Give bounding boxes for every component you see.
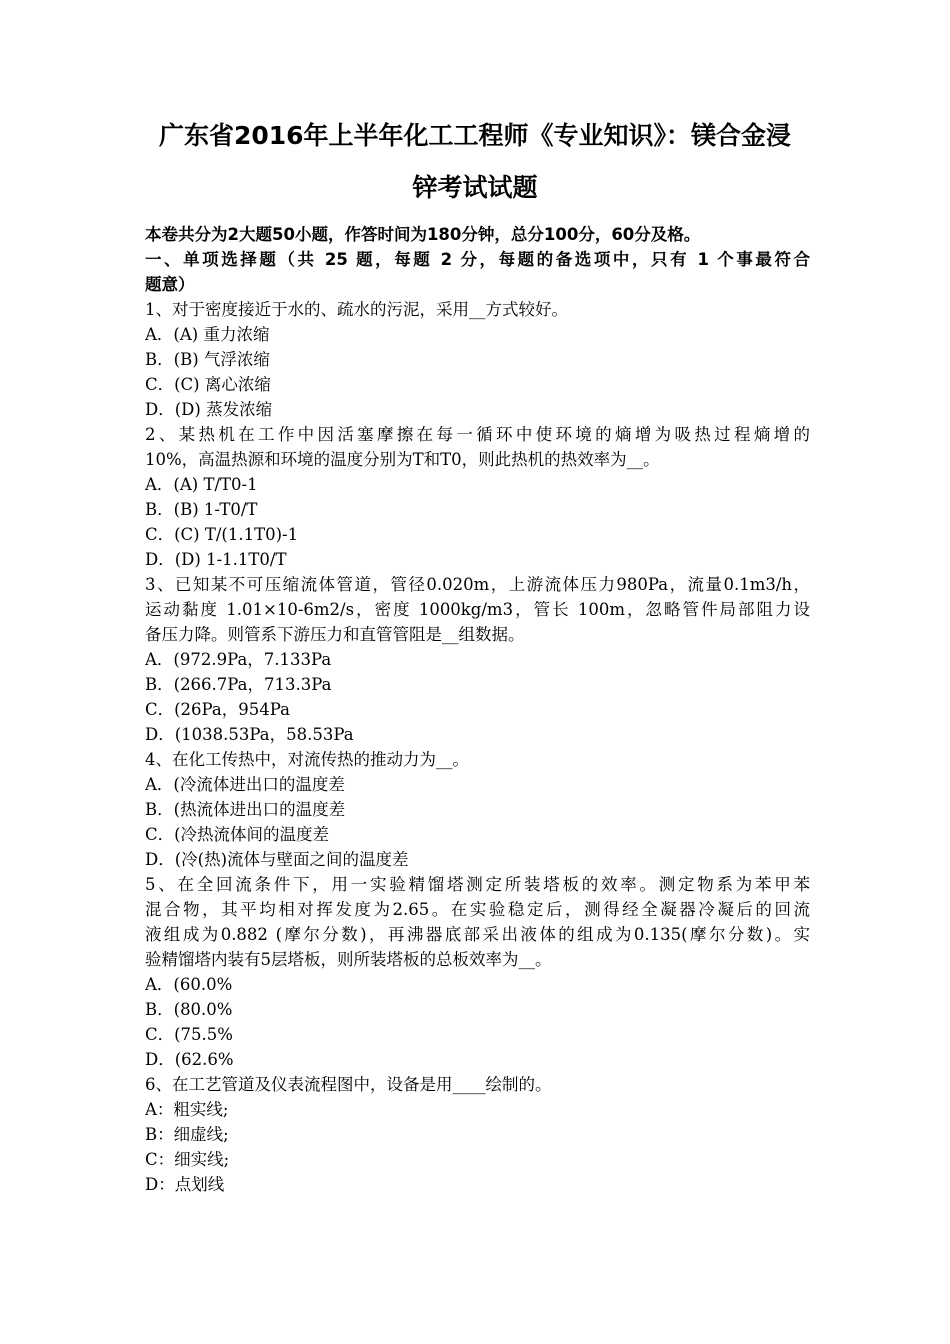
question-option: C：细实线; bbox=[145, 1150, 230, 1169]
document-body bbox=[145, 222, 810, 1197]
question-option: B．(B) 1-T0/T bbox=[145, 500, 258, 519]
question-option: C．(冷热流体间的温度差 bbox=[145, 825, 330, 844]
question-stem: 10%，高温热源和环境的温度分别为T和T0，则此热机的热效率为__。 bbox=[145, 450, 660, 469]
section-heading-line-1: 一、单项选择题（共 25 题，每题 2 分，每题的备选项中，只有 1 个事最符合 bbox=[145, 250, 810, 269]
question-option: C．(26Pa，954Pa bbox=[145, 700, 290, 719]
question-option: D．(1038.53Pa，58.53Pa bbox=[145, 725, 354, 744]
question-stem: 2、某热机在工作中因活塞摩擦在每一循环中使环境的熵增为吸热过程熵增的 bbox=[145, 425, 810, 444]
question-option: A：粗实线; bbox=[145, 1100, 229, 1119]
question-option: B．(266.7Pa，713.3Pa bbox=[145, 675, 332, 694]
question-option: C．(C) 离心浓缩 bbox=[145, 375, 271, 394]
question-stem: 液组成为0.882 (摩尔分数)，再沸器底部采出液体的组成为0.135(摩尔分数)。实 bbox=[145, 925, 810, 944]
question-option: D．(D) 1-1.1T0/T bbox=[145, 550, 287, 569]
question-stem: 1、对于密度接近于水的、疏水的污泥，采用__方式较好。 bbox=[145, 300, 568, 319]
question-option: A．(972.9Pa，7.133Pa bbox=[145, 650, 332, 669]
question-option: B．(80.0% bbox=[145, 1000, 233, 1019]
question-option: B．(B) 气浮浓缩 bbox=[145, 350, 270, 369]
question-stem: 运动黏度 1.01×10-6m2/s，密度 1000kg/m3，管长 100m，忽略管件局部阻力设 bbox=[145, 600, 810, 619]
question-4 bbox=[145, 747, 810, 872]
question-option: D．(D) 蒸发浓缩 bbox=[145, 400, 273, 419]
question-stem: 4、在化工传热中，对流传热的推动力为__。 bbox=[145, 750, 469, 769]
question-option: B：细虚线; bbox=[145, 1125, 229, 1144]
section-heading-line-2: 题意） bbox=[145, 275, 195, 294]
question-option: A．(A) T/T0-1 bbox=[145, 475, 258, 494]
question-option: C．(75.5% bbox=[145, 1025, 233, 1044]
question-1 bbox=[145, 297, 810, 422]
question-3 bbox=[145, 572, 810, 747]
question-stem: 备压力降。则管系下游压力和直管管阻是__组数据。 bbox=[145, 625, 525, 644]
document-title-line-2: 锌考试试题 bbox=[412, 173, 538, 202]
question-option: B．(热流体进出口的温度差 bbox=[145, 800, 346, 819]
question-2 bbox=[145, 422, 810, 572]
question-stem: 5、在全回流条件下，用一实验精馏塔测定所装塔板的效率。测定物系为苯甲苯 bbox=[145, 875, 810, 894]
question-option: C．(C) T/(1.1T0)-1 bbox=[145, 525, 299, 544]
question-option: A．(冷流体进出口的温度差 bbox=[145, 775, 345, 794]
question-5 bbox=[145, 872, 810, 1072]
question-stem: 3、已知某不可压缩流体管道，管径0.020m，上游流体压力980Pa，流量0.1m3/h， bbox=[145, 575, 810, 594]
document-title-line-1: 广东省2016年上半年化工工程师《专业知识》：镁合金浸 bbox=[158, 121, 792, 150]
question-option: D：点划线 bbox=[145, 1175, 225, 1194]
question-option: A．(60.0% bbox=[145, 975, 233, 994]
question-option: D．(62.6% bbox=[145, 1050, 234, 1069]
exam-intro: 本卷共分为2大题50小题，作答时间为180分钟，总分100分，60分及格。 bbox=[145, 225, 701, 244]
question-stem: 混合物，其平均相对挥发度为2.65。在实验稳定后，测得经全凝器冷凝后的回流 bbox=[145, 900, 810, 919]
question-option: A．(A) 重力浓缩 bbox=[145, 325, 270, 344]
question-option: D．(冷(热)流体与壁面之间的温度差 bbox=[145, 850, 409, 869]
question-6 bbox=[145, 1072, 810, 1197]
question-stem: 验精馏塔内装有5层塔板，则所装塔板的总板效率为__。 bbox=[145, 950, 552, 969]
question-stem: 6、在工艺管道及仪表流程图中，设备是用____绘制的。 bbox=[145, 1075, 552, 1094]
